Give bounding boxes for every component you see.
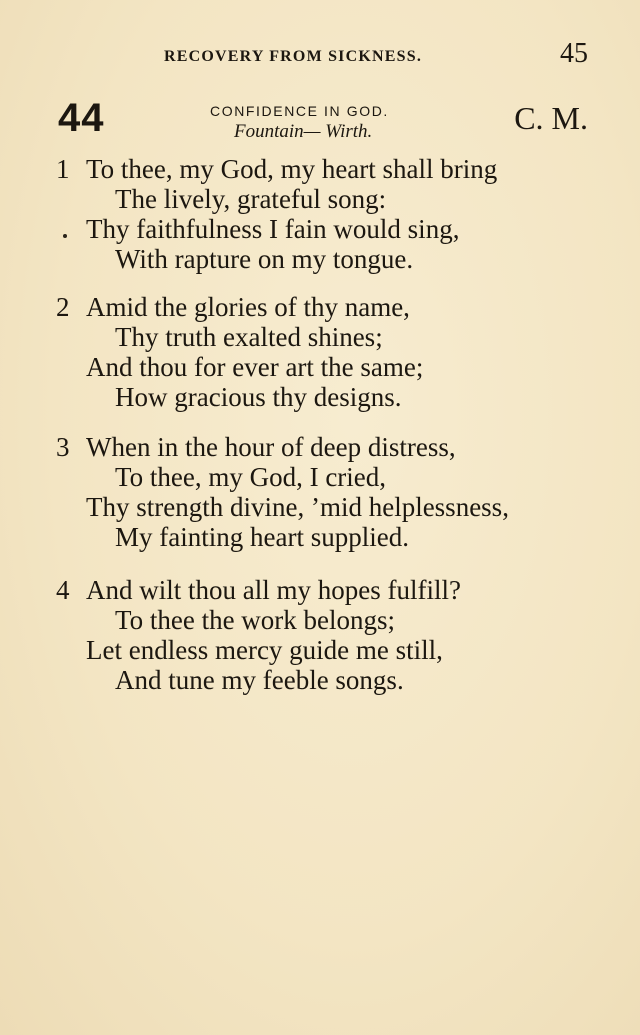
verse-line: And thou for ever art the same; bbox=[86, 352, 424, 382]
verse-number: 3 bbox=[56, 432, 70, 462]
ink-mark bbox=[63, 234, 67, 238]
verse-line: To thee, my God, I cried, bbox=[115, 462, 387, 492]
verse-line: When in the hour of deep distress, bbox=[86, 432, 456, 462]
hymn-title: CONFIDENCE IN GOD. bbox=[210, 103, 389, 119]
page-number: 45 bbox=[560, 38, 588, 69]
verse-line: And wilt thou all my hopes fulfill? bbox=[86, 575, 461, 605]
verse-line: Thy faithfulness I fain would sing, bbox=[86, 214, 460, 244]
hymn-number: 44 bbox=[58, 96, 105, 140]
verse-line: Thy truth exalted shines; bbox=[115, 322, 383, 352]
verse-line: How gracious thy designs. bbox=[115, 382, 402, 412]
running-head: RECOVERY FROM SICKNESS. bbox=[164, 48, 423, 65]
tune-name: Fountain— Wirth. bbox=[234, 121, 373, 142]
verse-line: To thee, my God, my heart shall bring bbox=[86, 154, 498, 184]
verse-line: Thy strength divine, ’mid helplessness, bbox=[86, 492, 509, 522]
verse-line: Let endless mercy guide me still, bbox=[86, 635, 443, 665]
verse-number: 4 bbox=[56, 575, 70, 605]
verse-line: The lively, grateful song: bbox=[115, 184, 387, 214]
meter: C. M. bbox=[514, 100, 588, 136]
verse-number: 2 bbox=[56, 292, 70, 322]
verse-line: With rapture on my tongue. bbox=[115, 244, 414, 274]
verse-line: My fainting heart supplied. bbox=[115, 522, 409, 552]
verse-number: 1 bbox=[56, 154, 70, 184]
verse-line: And tune my feeble songs. bbox=[115, 665, 404, 695]
verse-line: Amid the glories of thy name, bbox=[86, 292, 410, 322]
verse-line: To thee the work belongs; bbox=[115, 605, 396, 635]
